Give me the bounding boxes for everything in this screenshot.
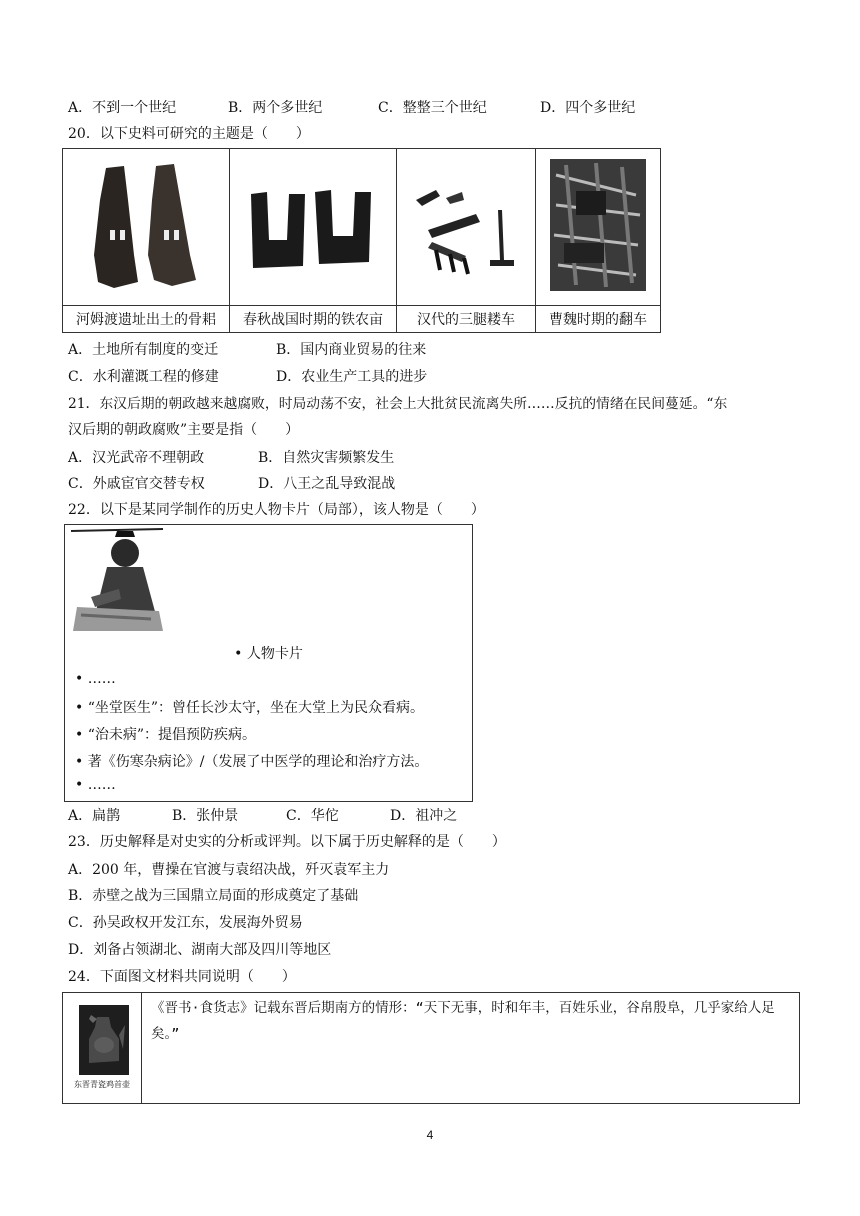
ewer-caption: 东晋青瓷鸡首壶 bbox=[74, 1080, 130, 1089]
q22-options bbox=[68, 806, 457, 826]
q20-option-d[interactable]: D．农业生产工具的进步 bbox=[276, 369, 428, 385]
chain-pump-image bbox=[536, 149, 661, 306]
caption-chain-pump: 曹魏时期的翻车 bbox=[536, 306, 661, 333]
card-bullet-5: • …… bbox=[75, 777, 116, 793]
card-bullet-4: • 著《伤寒杂病论》/（发展了中医学的理论和治疗方法。 bbox=[75, 754, 429, 770]
q21-option-d[interactable]: D．八王之乱导致混战 bbox=[258, 476, 396, 492]
q20-artifact-table bbox=[62, 148, 661, 333]
caption-seed-drill: 汉代的三腿耧车 bbox=[397, 306, 536, 333]
q24-stem: 24．下面图文材料共同说明（ ） bbox=[68, 969, 296, 985]
portrait-icon bbox=[71, 527, 165, 631]
card-title: • 人物卡片 bbox=[234, 646, 303, 662]
q23-option-a[interactable]: A．200 年，曹操在官渡与袁绍决战，歼灭袁军主力 bbox=[68, 862, 390, 878]
q22-stem: 22．以下是某同学制作的历史人物卡片（局部），该人物是（ ） bbox=[68, 502, 485, 518]
q22-option-a[interactable]: A．扁鹊 bbox=[68, 808, 121, 824]
celadon-ewer-icon bbox=[79, 1005, 129, 1075]
chain-pump-icon bbox=[546, 155, 650, 295]
page-number: 4 bbox=[426, 1128, 434, 1142]
q19-option-a[interactable]: A．不到一个世纪 bbox=[68, 100, 177, 116]
q19-option-c[interactable]: C．整整三个世纪 bbox=[378, 100, 487, 116]
q20-option-c[interactable]: C．水利灌溉工程的修建 bbox=[68, 369, 219, 385]
q22-option-c[interactable]: C．华佗 bbox=[286, 808, 339, 824]
q21-option-a[interactable]: A．汉光武帝不理朝政 bbox=[68, 450, 205, 466]
bone-spade-image bbox=[63, 149, 230, 306]
q23-stem: 23．历史解释是对史实的分析或评判。以下属于历史解释的是（ ） bbox=[68, 834, 506, 850]
q21-option-c[interactable]: C．外戚宦官交替专权 bbox=[68, 476, 205, 492]
person-card bbox=[64, 524, 473, 802]
card-bullet-2: • “坐堂医生”：曾任长沙太守，坐在大堂上为民众看病。 bbox=[75, 700, 425, 716]
box-divider bbox=[141, 993, 142, 1103]
card-bullet-1: • …… bbox=[75, 671, 116, 687]
q20-options-row2 bbox=[68, 367, 427, 387]
q21-options-row1 bbox=[68, 448, 394, 468]
q22-option-b[interactable]: B．张仲景 bbox=[172, 808, 239, 824]
q20-stem: 20．以下史料可研究的主题是（ ） bbox=[68, 126, 310, 142]
q24-material-box bbox=[62, 992, 800, 1104]
q19-option-d[interactable]: D．四个多世纪 bbox=[540, 100, 636, 116]
iron-tool-icon bbox=[243, 170, 383, 280]
q20-option-b[interactable]: B．国内商业贸易的往来 bbox=[276, 342, 427, 358]
q19-option-b[interactable]: B．两个多世纪 bbox=[228, 100, 323, 116]
q23-option-b[interactable]: B．赤壁之战为三国鼎立局面的形成奠定了基础 bbox=[68, 888, 359, 904]
q21-stem-line2: 汉后期的朝政腐败”主要是指（ ） bbox=[68, 422, 300, 438]
q23-option-c[interactable]: C．孙吴政权开发江东，发展海外贸易 bbox=[68, 915, 303, 931]
caption-iron-tool: 春秋战国时期的铁农亩 bbox=[230, 306, 397, 333]
q22-option-d[interactable]: D．祖冲之 bbox=[390, 808, 458, 824]
q24-quote: 《晋书·食货志》记载东晋后期南方的情形：“天下无事，时和年丰，百姓乐业，谷帛殷阜，几乎家给人足矣。” bbox=[151, 1000, 775, 1042]
caption-bone-spade: 河姆渡遗址出土的骨耜 bbox=[63, 306, 230, 333]
q20-option-a[interactable]: A．土地所有制度的变迁 bbox=[68, 342, 219, 358]
seed-drill-image bbox=[397, 149, 536, 306]
q23-option-d[interactable]: D．刘备占领湖北、湖南大部及四川等地区 bbox=[68, 942, 332, 958]
q21-stem-line1: 21．东汉后期的朝政越来越腐败，时局动荡不安，社会上大批贫民流离失所……反抗的情绪在民间蔓延。“东 bbox=[68, 396, 728, 412]
card-bullet-3: • “治未病”：提倡预防疾病。 bbox=[75, 727, 257, 743]
q21-option-b[interactable]: B．自然灾害频繁发生 bbox=[258, 450, 395, 466]
q20-options-row1 bbox=[68, 340, 426, 360]
q21-options-row2 bbox=[68, 474, 395, 494]
seed-drill-icon bbox=[406, 170, 526, 280]
q19-options bbox=[68, 98, 635, 118]
bone-spade-icon bbox=[76, 160, 216, 290]
iron-tool-image bbox=[230, 149, 397, 306]
